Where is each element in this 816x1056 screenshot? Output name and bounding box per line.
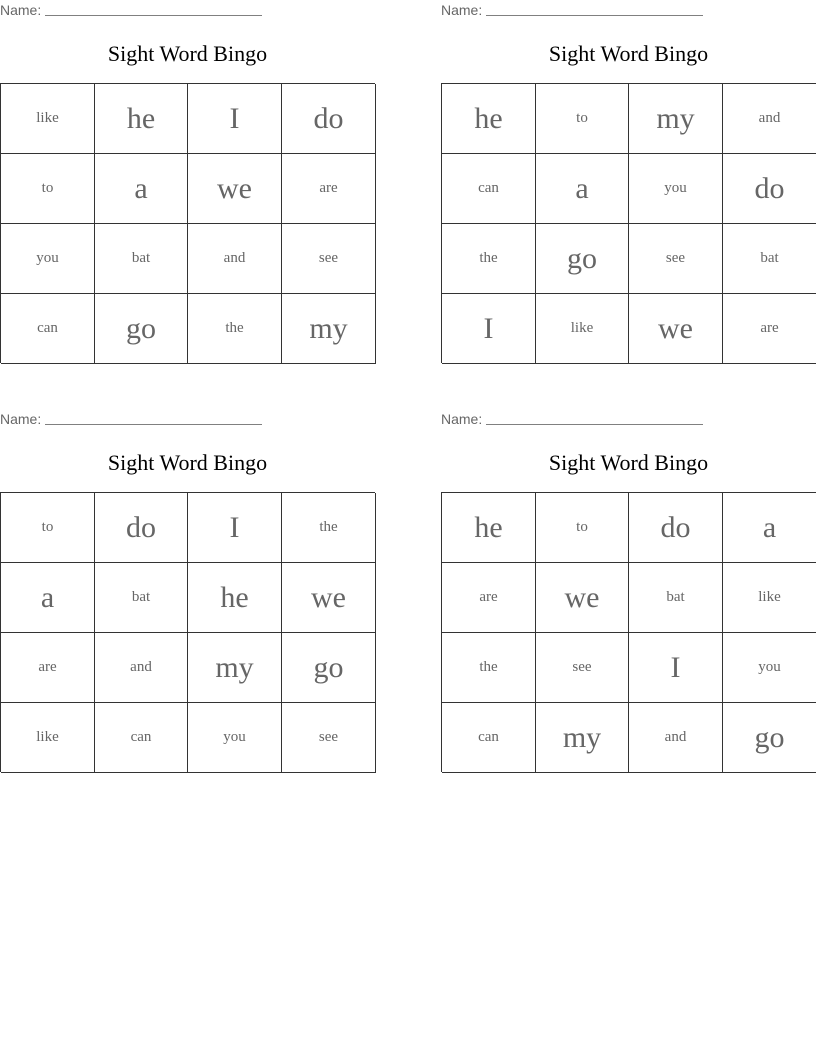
bingo-cell: like xyxy=(536,294,629,364)
bingo-cell: are xyxy=(723,294,816,364)
card-title: Sight Word Bingo xyxy=(548,450,709,475)
name-field xyxy=(441,2,703,20)
bingo-cell: go xyxy=(723,703,816,773)
bingo-cell: the xyxy=(188,294,282,364)
bingo-cell: do xyxy=(723,154,816,224)
bingo-cell: to xyxy=(536,493,629,563)
name-label: Name: xyxy=(441,411,483,427)
bingo-cell: like xyxy=(1,84,95,154)
bingo-cell: we xyxy=(188,154,282,224)
bingo-cell: can xyxy=(95,703,188,773)
bingo-cell: he xyxy=(442,84,536,154)
bingo-cell: see xyxy=(282,224,376,294)
name-field xyxy=(0,2,262,20)
bingo-cell: I xyxy=(629,633,723,703)
name-blank-line xyxy=(486,1,703,16)
bingo-cell: bat xyxy=(95,563,188,633)
bingo-cell: to xyxy=(1,493,95,563)
bingo-cell: see xyxy=(629,224,723,294)
bingo-cell: and xyxy=(723,84,816,154)
bingo-cell: we xyxy=(282,563,376,633)
bingo-cell: the xyxy=(282,493,376,563)
bingo-cell: we xyxy=(629,294,723,364)
name-blank-line xyxy=(45,410,262,425)
bingo-cell: my xyxy=(536,703,629,773)
bingo-cell: see xyxy=(536,633,629,703)
bingo-cell: do xyxy=(629,493,723,563)
bingo-grid xyxy=(0,492,375,772)
bingo-cell: we xyxy=(536,563,629,633)
bingo-cell: my xyxy=(282,294,376,364)
bingo-cell: you xyxy=(1,224,95,294)
bingo-cell: can xyxy=(442,154,536,224)
bingo-cell: can xyxy=(1,294,95,364)
bingo-cell: he xyxy=(188,563,282,633)
bingo-cell: bat xyxy=(95,224,188,294)
bingo-cell: are xyxy=(282,154,376,224)
bingo-grid xyxy=(441,83,816,363)
bingo-cell: can xyxy=(442,703,536,773)
card-title: Sight Word Bingo xyxy=(107,41,268,66)
bingo-cell: like xyxy=(1,703,95,773)
bingo-cell: the xyxy=(442,224,536,294)
bingo-cell: I xyxy=(442,294,536,364)
bingo-cell: you xyxy=(723,633,816,703)
name-field xyxy=(441,411,703,429)
bingo-cell: my xyxy=(629,84,723,154)
name-label: Name: xyxy=(0,2,42,18)
bingo-cell: and xyxy=(188,224,282,294)
name-blank-line xyxy=(486,410,703,425)
bingo-cell: go xyxy=(282,633,376,703)
bingo-cell: a xyxy=(1,563,95,633)
bingo-cell: a xyxy=(95,154,188,224)
name-blank-line xyxy=(45,1,262,16)
bingo-cell: to xyxy=(536,84,629,154)
bingo-grid xyxy=(0,83,375,363)
bingo-cell: bat xyxy=(629,563,723,633)
bingo-cell: a xyxy=(723,493,816,563)
name-label: Name: xyxy=(441,2,483,18)
bingo-cell: and xyxy=(629,703,723,773)
bingo-cell: go xyxy=(536,224,629,294)
bingo-cell: are xyxy=(442,563,536,633)
bingo-cell: go xyxy=(95,294,188,364)
bingo-cell: my xyxy=(188,633,282,703)
bingo-cell: do xyxy=(282,84,376,154)
bingo-cell: I xyxy=(188,493,282,563)
bingo-cell: you xyxy=(629,154,723,224)
bingo-cell: are xyxy=(1,633,95,703)
bingo-cell: you xyxy=(188,703,282,773)
name-field xyxy=(0,411,262,429)
bingo-cell: I xyxy=(188,84,282,154)
bingo-cell: he xyxy=(442,493,536,563)
bingo-cell: to xyxy=(1,154,95,224)
bingo-cell: a xyxy=(536,154,629,224)
bingo-cell: see xyxy=(282,703,376,773)
bingo-cell: he xyxy=(95,84,188,154)
bingo-cell: the xyxy=(442,633,536,703)
bingo-cell: do xyxy=(95,493,188,563)
name-label: Name: xyxy=(0,411,42,427)
bingo-grid xyxy=(441,492,816,772)
card-title: Sight Word Bingo xyxy=(548,41,709,66)
bingo-cell: and xyxy=(95,633,188,703)
card-title: Sight Word Bingo xyxy=(107,450,268,475)
bingo-cell: like xyxy=(723,563,816,633)
bingo-cell: bat xyxy=(723,224,816,294)
